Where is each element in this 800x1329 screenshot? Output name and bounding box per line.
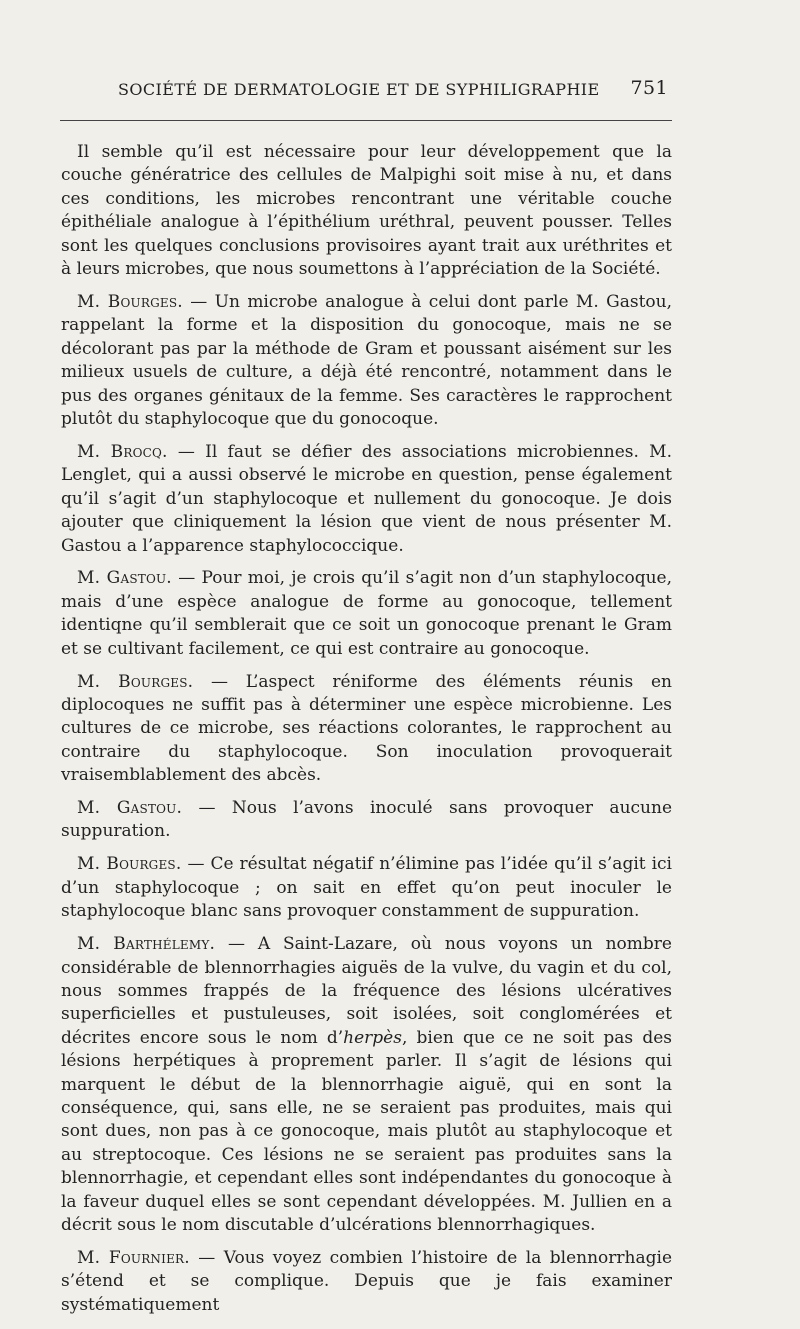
body-text xyxy=(61,141,672,1327)
paragraph-text: — Un microbe analogue à celui dont parle M. Gastou, rappelant la forme et la disposition du gonocoque, mais ne se décolorant pas par la méthode de Gram et poussant aisément sur les milieux usuels de culture, a déjà été rencontré, notamment dans le pus des organes génitaux de la femme. Ses caractères le rapprochent plutôt du staphylocoque que du gonocoque. xyxy=(61,291,672,429)
paragraph xyxy=(61,797,672,844)
speaker-name: M. Bourges. xyxy=(77,854,182,875)
paragraph xyxy=(61,291,672,431)
paragraph-text: Il semble qu’il est nécessaire pour leur développement que la couche génératrice des cellules de Malpighi soit mise à nu, et dans ces conditions, les microbes rencontrant une véritable couche épithéliale analogue à l’épithélium uréthral, peuvent pousser. Telles sont les quelques conclusions provisoires ayant trait aux uréthrites et à leurs microbes, que nous soumettons à l’appréciation de la Société. xyxy=(61,142,672,280)
speaker-name: M. Gastou. xyxy=(77,568,172,589)
paragraph-text: — A Saint-Lazare, où nous voyons un nombre considérable de blennorrhagies aiguës de la vulve, du vagin et du col, nous sommes frappés de la fréquence des lésions ulcératives superficielles et pustuleuses, soit isolées, soit conglomérées et décrites encore sous le nom d’ xyxy=(61,934,672,1048)
running-title: SOCIÉTÉ DE DERMATOLOGIE ET DE SYPHILIGRAPHIE xyxy=(118,80,600,99)
paragraph-text-continued: , bien que ce ne soit pas des lésions herpétiques à proprement parler. Il s’agit de lésions qui marquent le début de la blennorrhagie aiguë, qui en sont la conséquence, qui, sans elle, ne se seraient pas produites, mais qui sont dues, non pas à ce gonocoque, mais plutôt au staphylocoque et au streptocoque. Ces lésions ne se seraient pas produites sans la blennorrhagie, et cependant elles sont indépendantes du gonocoque à la faveur duquel elles se sont cependant développées. M. Jullien en a décrit sous le nom discutable d’ulcérations blennorrhagiques. xyxy=(61,1027,672,1235)
italic-term: herpès xyxy=(343,1027,402,1048)
paragraph xyxy=(61,141,672,281)
speaker-name: M. Barthélemy. xyxy=(77,934,216,955)
speaker-name: M. Gastou. xyxy=(77,798,183,819)
paragraph-text: — Vous voyez combien l’histoire de la blennorrhagie s’étend et se complique. Depuis que je fais examiner systématiquement xyxy=(61,1247,673,1315)
paragraph xyxy=(61,853,672,923)
paragraph xyxy=(61,671,672,788)
paragraph-text: — Pour moi, je crois qu’il s’agit non d’un staphylocoque, mais d’une espèce analogue de forme au gonocoque, tellement identiqne qu’il semblerait que ce soit un gonocoque prenant le Gram et se cultivant facilement, ce qui est contraire au gonocoque. xyxy=(61,568,672,659)
paragraph-text: — Nous l’avons inoculé sans provoquer aucune suppuration. xyxy=(61,798,672,842)
speaker-name: M. Bourges. xyxy=(77,291,183,312)
speaker-name: M. Fournier. xyxy=(77,1247,190,1268)
paragraph xyxy=(61,567,672,661)
paragraph-text: — Ce résultat négatif n’élimine pas l’idée qu’il s’agit ici d’un staphylocoque ; on sait en effet qu’on peut inoculer le staphylocoque blanc sans provoquer constamment de suppuration. xyxy=(61,854,672,922)
header-rule xyxy=(60,120,672,121)
speaker-name: M. Brocq. xyxy=(77,441,168,462)
page-header xyxy=(118,77,670,104)
speaker-name: M. Bourges. xyxy=(77,671,194,692)
page-number: 751 xyxy=(630,77,668,99)
paragraph xyxy=(61,933,672,1237)
paragraph xyxy=(61,441,672,558)
paragraph-text: — Il faut se défier des associations microbiennes. M. Lenglet, qui a aussi observé le microbe en question, pense également qu’il s’agit d’un staphylocoque et nullement du gonocoque. Je dois ajouter que cliniquement la lésion que vient de nous présenter M. Gastou a l’apparence staphylococcique. xyxy=(61,441,672,556)
paragraph xyxy=(61,1247,672,1317)
paragraph-text: — L’aspect réniforme des éléments réunis en diplocoques ne suffit pas à déterminer une espèce microbienne. Les cultures de ce microbe, ses réactions colorantes, le rapprochent au contraire du staphylocoque. Son inoculation provoquerait vraisemblablement des abcès. xyxy=(61,671,672,786)
